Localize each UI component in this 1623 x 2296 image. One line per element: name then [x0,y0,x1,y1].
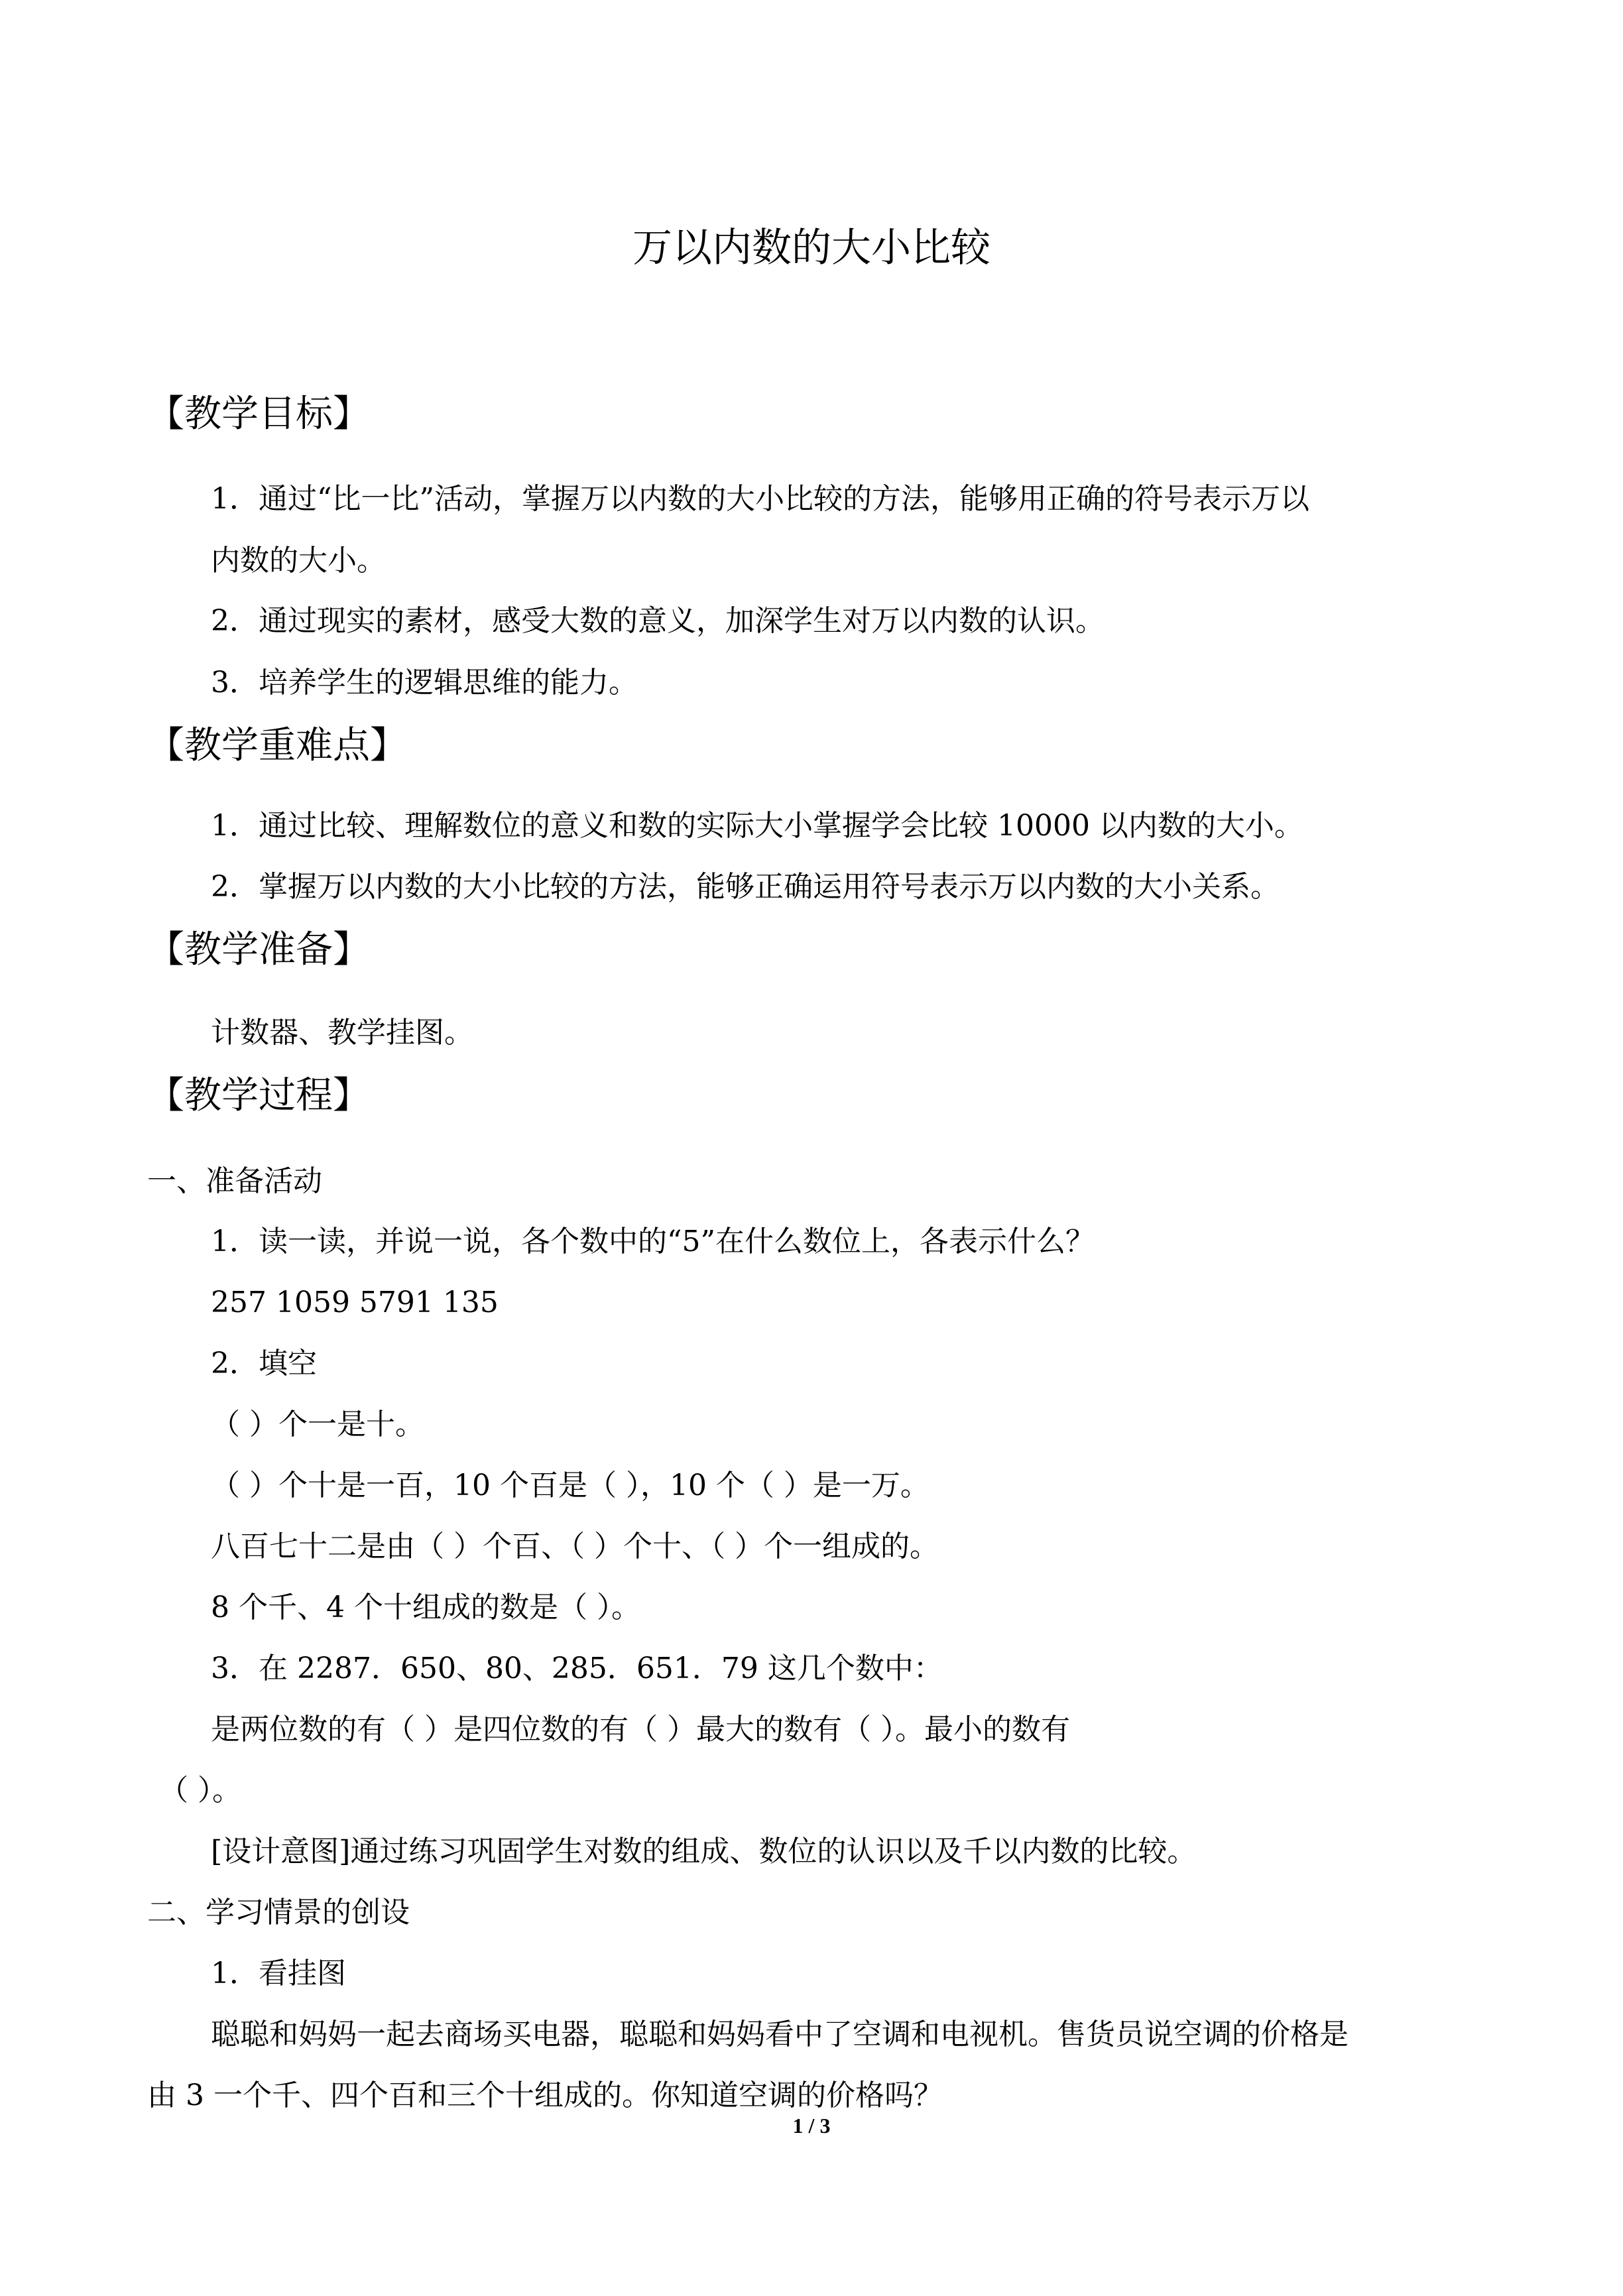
process-line-5: （ ）个一是十。 [211,1408,424,1441]
document-title: 万以内数的大小比较 [632,225,991,271]
goal-line-4: 3．培养学生的逻辑思维的能力。 [211,666,638,699]
keypoint-line-1: 1．通过比较、理解数位的意义和数的实际大小掌握学会比较 10000 以内数的大小。 [211,809,1303,843]
process-line-9: 3．在 2287．650、80、285．651．79 这几个数中： [211,1652,943,1685]
process-line-14: 1．看挂图 [211,1957,346,1990]
process-line-6: （ ）个十是一百，10 个百是（ ），10 个（ ）是一万。 [211,1469,930,1502]
process-line-11: （ ）。 [159,1774,241,1807]
goal-line-3: 2．通过现实的素材，感受大数的意义，加深学生对万以内数的认识。 [211,604,1105,638]
section-heading-keypoints: 【教学重难点】 [147,724,407,767]
process-line-15: 聪聪和妈妈一起去商场买电器，聪聪和妈妈看中了空调和电视机。售货员说空调的价格是 [211,2018,1349,2051]
process-line-16: 由 3 一个千、四个百和三个十组成的。你知道空调的价格吗？ [147,2079,943,2112]
page-number: 1 / 3 [792,2114,831,2138]
process-line-3: 257 1059 5791 135 [211,1286,499,1319]
process-line-13: 二、学习情景的创设 [147,1896,410,1929]
process-line-2: 1．读一读，并说一说，各个数中的“5”在什么数位上，各表示什么？ [211,1225,1095,1258]
goal-line-2: 内数的大小。 [211,544,386,577]
section-heading-goals: 【教学目标】 [147,393,370,436]
goal-line-1: 1．通过“比一比”活动，掌握万以内数的大小比较的方法，能够用正确的符号表示万以 [211,482,1309,516]
section-heading-prep: 【教学准备】 [147,928,370,971]
process-line-10: 是两位数的有（ ）是四位数的有（ ）最大的数有（ ）。最小的数有 [211,1713,1070,1746]
process-line-4: 2．填空 [211,1347,317,1380]
process-line-1: 一、准备活动 [147,1164,322,1198]
keypoint-line-2: 2．掌握万以内数的大小比较的方法，能够正确运用符号表示万以内数的大小关系。 [211,870,1280,904]
process-line-8: 8 个千、4 个十组成的数是（ ）。 [211,1591,640,1624]
process-line-7: 八百七十二是由（ ）个百、（ ）个十、（ ）个一组成的。 [211,1530,939,1563]
section-heading-process: 【教学过程】 [147,1074,370,1117]
prep-line: 计数器、教学挂图。 [211,1016,473,1050]
process-line-12: [设计意图]通过练习巩固学生对数的组成、数位的认识以及千以内数的比较。 [211,1835,1197,1868]
